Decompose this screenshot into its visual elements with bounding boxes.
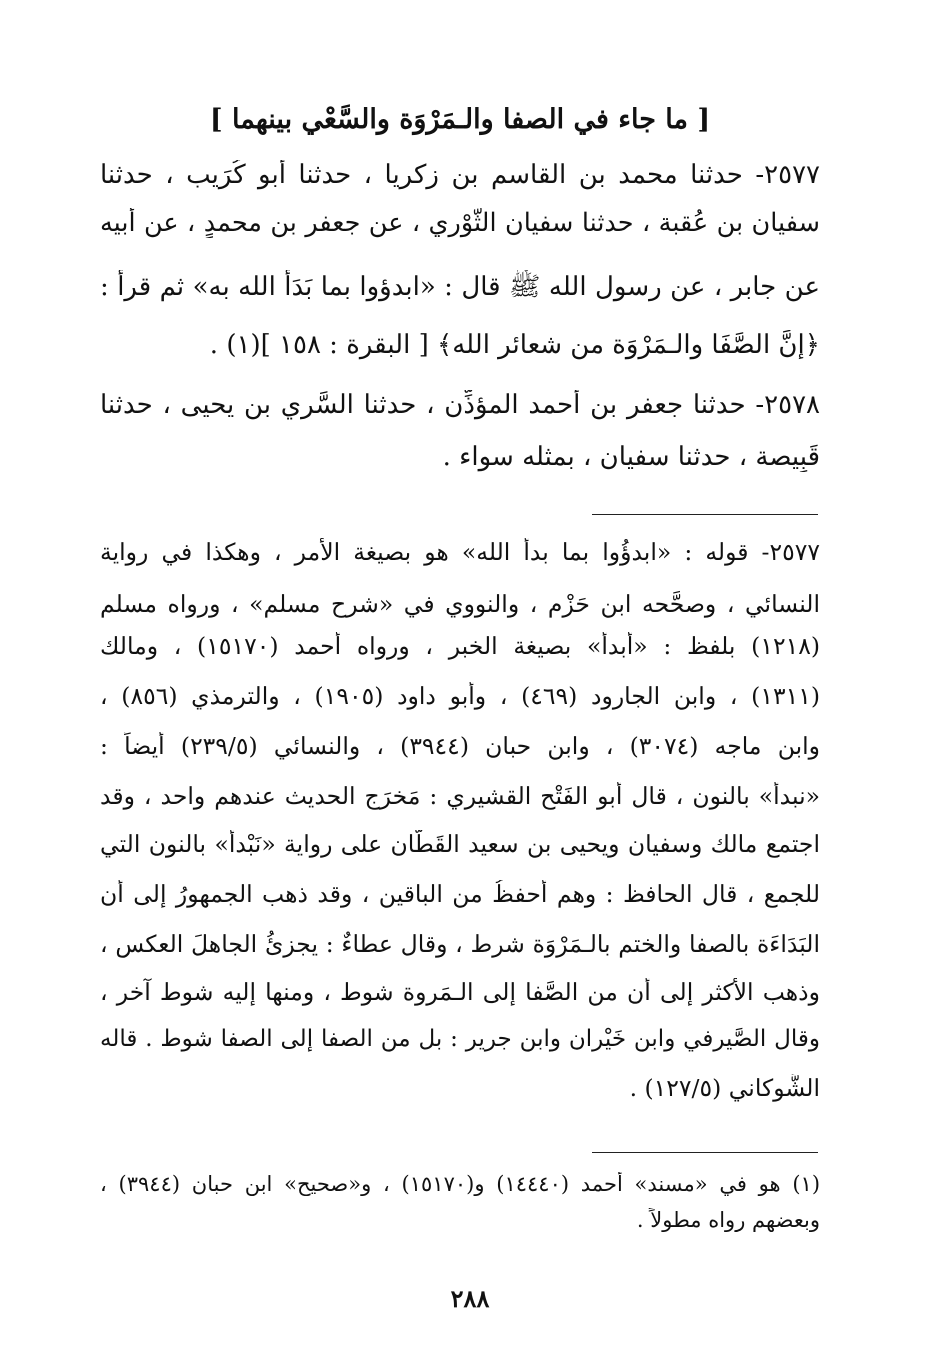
footnote-line: (١) هو في «مسند» أحمد (١٤٤٤٠) و(١٥١٧٠) ، و«صحيح» ابن حبان (٣٩٤٤) ،: [100, 1172, 820, 1196]
hadith-line: ﴿إنَّ الصَّفَا والـمَرْوَة من شعائرِ الله﴾ [ البقرة : ١٥٨ ](١) .: [209, 330, 820, 360]
section-heading: [ ما جاء في الصفا والـمَرْوَة والسَّعْي بينهما ]: [209, 104, 711, 135]
hadith-line: ٢٥٧٧- حدثنا محمد بن القاسم بن زكريا ، حدثنا أبو كُرَيب ، حدثنا: [100, 160, 820, 190]
commentary-line: البَدَاءَة بالصفا والختم بالـمَرْوَة شرط ، وقال عطاءٌ : يجزئُ الجاهلَ العكس ،: [100, 930, 820, 958]
commentary-line: وذهب الأكثر إلى أن من الصَّفا إلى الـمَروة شوط ، ومنها إليه شوط آخر ،: [100, 978, 820, 1006]
commentary-line: (١٢١٨) بلفظ : «أَبدأُ» بصيغة الخبر ، ورواه أحمد (١٥١٧٠) ، ومالك: [100, 632, 820, 660]
footnote-line: وبعضهم رواه مطولاً .: [636, 1208, 820, 1232]
hadith-line: ٢٥٧٨- حدثنا جعفر بن أحمد المؤذِّن ، حدثنا السَّري بن يحيى ، حدثنا: [100, 390, 820, 420]
commentary-line: وابن ماجه (٣٠٧٤) ، وابن حبان (٣٩٤٤) ، والنسائي (٢٣٩/٥) أيضاً :: [100, 732, 820, 760]
hadith-line: سفيان بن عُقبة ، حدثنا سفيان الثَّوْري ، عن جعفر بن محمدٍ ، عن أبيه: [100, 208, 820, 238]
commentary-line: وقال الصَّيرفي وابن خَيْران وابن جرير : بل من الصفا إلى الصفا شوط . قاله: [100, 1026, 820, 1052]
commentary-line: (١٣١١) ، وابن الجارود (٤٦٩) ، وأبو داود (١٩٠٥) ، والترمذي (٨٥٦) ،: [100, 682, 820, 710]
hadith-line: قَبِيصة ، حدثنا سفيان ، بمثله سواء .: [442, 442, 820, 472]
footnote-separator: [592, 1152, 818, 1153]
commentary-line: الشَّوكاني (١٢٧/٥) .: [629, 1074, 820, 1102]
hadith-line: عن جابر ، عن رسول الله ﷺ قال : «ابدؤوا بما بَدَأَ الله به» ثم قرأ :: [100, 272, 820, 302]
page-number: ٢٨٨: [450, 1284, 490, 1313]
commentary-line: اجتمع مالك وسفيان ويحيى بن سعيد القَطَّان على رواية «نَبْدأ» بالنون التي: [100, 830, 820, 858]
commentary-line: النسائي ، وصحَّحه ابن حَزْم ، والنووي في «شرح مسلم» ، ورواه مسلم: [100, 590, 820, 618]
commentary-line: للجمع ، قال الحافظ : وهم أَحفظُ من الباقين ، وقد ذهب الجمهورُ إلى أن: [100, 880, 820, 908]
commentary-line: ٢٥٧٧- قوله : «ابدؤُوا بما بدأَ الله» هو بصيغة الأَمر ، وهكذا في رواية: [100, 538, 820, 566]
separator-line: [592, 514, 818, 515]
commentary-line: «نبدأُ» بالنون ، قال أبو الفَتْح القشيري : مَخرَج الحديث عندهم واحد ، وقد: [100, 782, 820, 810]
